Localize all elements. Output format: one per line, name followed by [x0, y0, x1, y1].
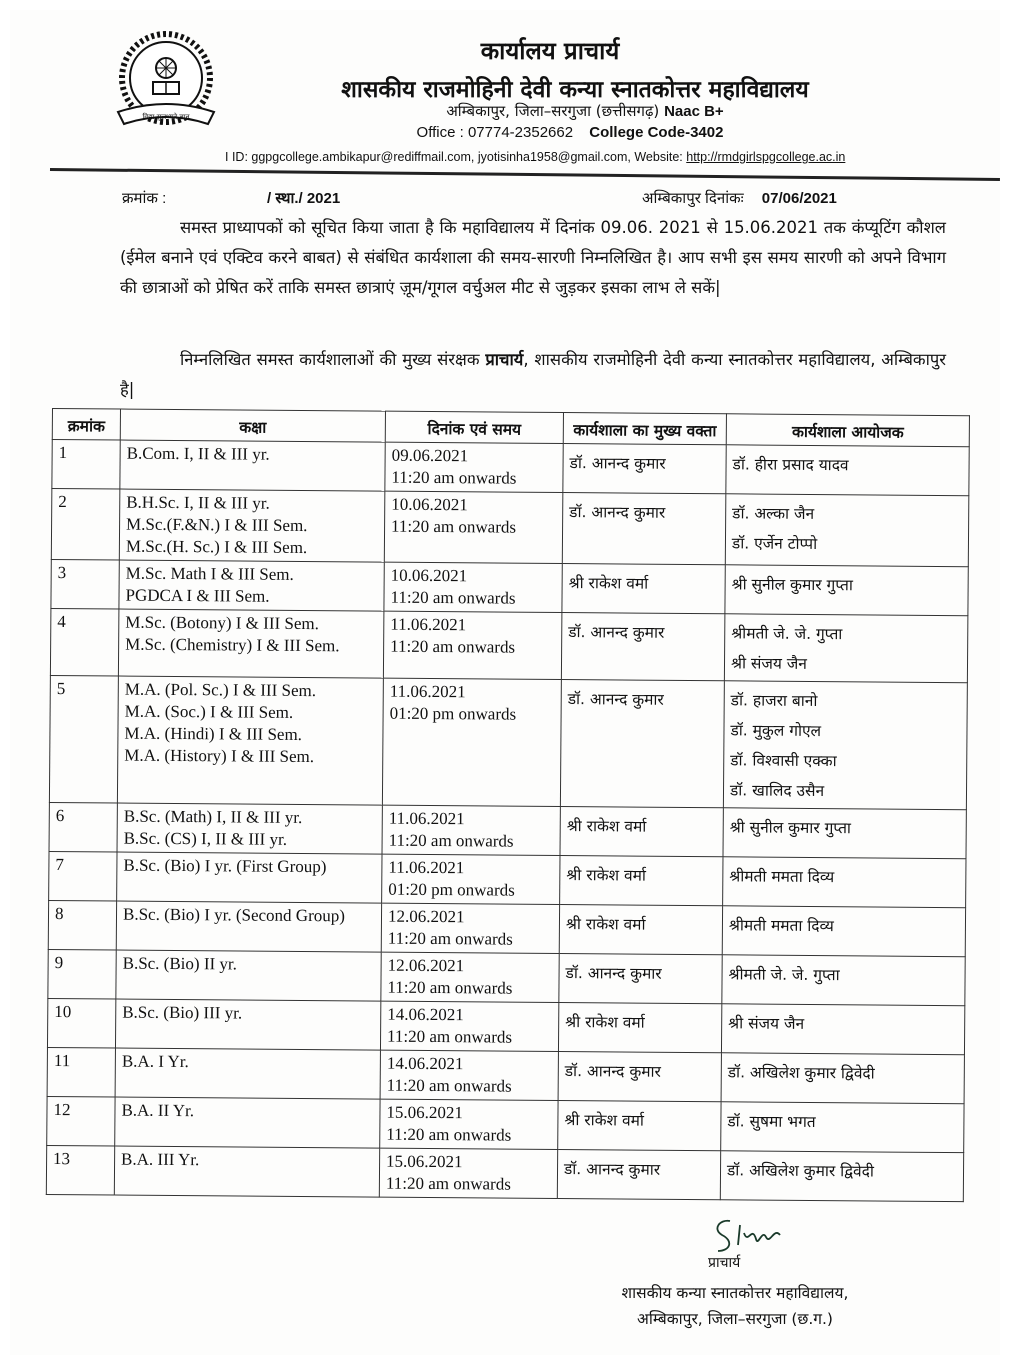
header-speaker: कार्यशाला का मुख्य वक्ता	[563, 413, 726, 445]
row-class-line: B.Com. I, II & III yr.	[126, 443, 270, 464]
row-speaker-line: डॉ. आनन्द कुमार	[565, 964, 662, 983]
college-seal-logo	[110, 30, 222, 130]
row-datetime	[380, 1050, 558, 1100]
row-organisers-line: डॉ. एर्जेन टोप्पो	[731, 534, 818, 554]
row-class	[118, 609, 384, 678]
reference-number: / स्था./ 2021	[267, 190, 341, 207]
row-datetime	[379, 1148, 557, 1198]
row-speaker-line: श्री राकेश वर्मा	[564, 1111, 645, 1130]
row-class-line: B.Sc. (Bio) III yr.	[122, 1002, 243, 1023]
website-link[interactable]: http://rmdgirlspgcollege.ac.in	[686, 150, 846, 164]
row-class-line: B.Sc. (Math) I, II & III yr.	[123, 806, 303, 827]
row-organisers	[721, 1004, 964, 1055]
row-speaker	[559, 954, 722, 1004]
row-organisers	[721, 1102, 964, 1153]
notice-paragraph-1: समस्त प्राध्यापकों को सूचित किया जाता है कि महाविद्यालय में दिनांक 09.06. 2021 से 15.06.2021 तक कंप्यूटिंग कौशल (ईमेल बनाने एवं एक्टिव करने बाबत) से संबंधित कार्यशाला की समय-सारणी निम्नलिखित है। आप सभी इस समय सारणी को अपने विभाग की छात्राओं को प्रेषित करें ताकि समस्त छात्राएं ज़ूम/गूगल वर्चुअल मीट से जुड़कर इसका लाभ ले सकें|	[120, 218, 946, 297]
row-speaker	[558, 1100, 721, 1150]
row-datetime-line: 15.06.2021	[386, 1102, 464, 1123]
row-datetime-line: 11:20 am onwards	[387, 977, 513, 998]
row-speaker	[562, 564, 725, 614]
college-code: College Code-3402	[589, 124, 724, 141]
row-class	[117, 852, 382, 903]
row-organisers-line: डॉ. विश्वासी एक्का	[730, 751, 837, 771]
row-sn	[48, 949, 116, 999]
row-datetime-line: 10.06.2021	[391, 494, 468, 515]
row-class-line: B.A. II Yr.	[121, 1100, 195, 1121]
row-sn	[52, 440, 120, 490]
row-class-line: B.A. I Yr.	[121, 1051, 189, 1072]
row-class-line: B.H.Sc. I, II & III yr.	[126, 492, 270, 513]
row-sn	[51, 559, 119, 609]
row-datetime-line: 11:20 am onwards	[390, 587, 516, 608]
row-class	[115, 1048, 380, 1099]
row-organisers-line: श्री सुनील कुमार गुप्ता	[729, 818, 852, 838]
header-class: कक्षा	[120, 409, 385, 442]
row-sn	[50, 608, 119, 676]
row-sn	[49, 802, 117, 852]
row-datetime-line: 11:20 am onwards	[386, 1075, 512, 1096]
row-organisers	[723, 857, 966, 908]
row-class	[117, 676, 383, 805]
row-speaker-line: श्री राकेश वर्मा	[566, 817, 647, 836]
table-row	[47, 998, 964, 1054]
kramank-label: क्रमांक :	[122, 190, 167, 207]
row-sn-line: 1	[58, 443, 68, 463]
row-class	[120, 440, 385, 491]
row-datetime	[380, 1001, 558, 1051]
row-speaker	[563, 444, 726, 494]
row-speaker	[560, 807, 723, 857]
row-sn	[49, 851, 117, 901]
row-datetime-line: 09.06.2021	[391, 445, 469, 466]
header-datetime: दिनांक एवं समय	[385, 411, 563, 443]
row-datetime-line: 12.06.2021	[387, 955, 465, 976]
row-datetime	[384, 491, 563, 563]
row-class-line: M.Sc.(F.&N.) I & III Sem.	[126, 514, 308, 536]
row-sn-line: 9	[54, 953, 64, 973]
email-text: I ID: ggpgcollege.ambikapur@rediffmail.com, jyotisinha1958@gmail.com, Website:	[225, 150, 687, 164]
row-datetime-line: 11:20 am onwards	[388, 830, 514, 851]
row-speaker-line: डॉ. आनन्द कुमार	[564, 1062, 661, 1081]
row-speaker-line: डॉ. आनन्द कुमार	[569, 503, 666, 522]
address-text: अम्बिकापुर, जिला–सरगुजा (छत्तीसगढ़)	[446, 102, 660, 120]
table-row	[51, 489, 969, 567]
email-line	[225, 150, 945, 164]
row-class-line: B.Sc. (Bio) II yr.	[122, 953, 237, 974]
row-sn-line: 12	[53, 1100, 71, 1120]
table-row	[49, 851, 966, 907]
row-datetime-line: 01:20 pm onwards	[388, 879, 515, 900]
row-datetime-line: 11:20 am onwards	[390, 636, 516, 657]
row-class-line: M.A. (Soc.) I & III Sem.	[124, 701, 294, 722]
row-datetime	[384, 562, 562, 612]
date-block	[642, 188, 837, 208]
row-datetime-line: 11:20 am onwards	[385, 1173, 511, 1194]
notice-paragraph-2	[120, 345, 946, 405]
row-organisers	[722, 906, 965, 957]
row-datetime	[383, 611, 562, 679]
table-row	[48, 949, 965, 1005]
row-sn-line: 7	[55, 855, 64, 875]
row-class-line: M.Sc.(H. Sc.) I & III Sem.	[125, 536, 308, 558]
row-organisers-line: डॉ. सुषमा भगत	[727, 1112, 816, 1132]
row-organisers-line: डॉ. अखिलेश कुमार द्विवेदी	[727, 1063, 875, 1083]
row-sn-line: 11	[53, 1051, 71, 1071]
row-class-line: M.Sc. Math I & III Sem.	[125, 563, 294, 584]
row-class	[117, 803, 382, 854]
row-sn	[48, 900, 116, 950]
row-class-line: M.Sc. (Chemistry) I & III Sem.	[125, 634, 340, 656]
row-class-line: PGDCA I & III Sem.	[125, 585, 270, 606]
row-organisers	[724, 614, 968, 683]
row-class-line: M.A. (Pol. Sc.) I & III Sem.	[124, 679, 317, 701]
row-datetime	[385, 442, 563, 492]
row-class-line: B.Sc. (CS) I, II & III yr.	[123, 828, 288, 849]
row-organisers-line: डॉ. हाजरा बानो	[730, 691, 818, 711]
row-datetime-line: 11.06.2021	[389, 681, 466, 702]
table-row	[50, 608, 967, 682]
row-organisers	[723, 681, 967, 810]
row-datetime-line: 11.06.2021	[388, 808, 465, 829]
row-datetime	[381, 903, 559, 953]
row-class	[116, 950, 381, 1001]
row-organisers-line: श्री सुनील कुमार गुप्ता	[731, 575, 853, 595]
row-organisers	[722, 955, 965, 1006]
row-sn	[51, 489, 120, 561]
table-row	[48, 900, 965, 956]
row-speaker	[560, 680, 724, 808]
row-class-line: B.Sc. (Bio) I yr. (First Group)	[123, 855, 327, 877]
signatory-address	[570, 1280, 900, 1332]
row-class	[114, 1146, 379, 1197]
workshop-schedule-table	[46, 408, 970, 1202]
row-datetime-line: 11:20 am onwards	[386, 1124, 512, 1145]
row-sn-line: 8	[54, 904, 64, 924]
row-sn	[49, 675, 118, 803]
row-sn-line: 2	[58, 492, 67, 512]
row-datetime-line: 14.06.2021	[387, 1004, 464, 1025]
row-class-line: M.A. (History) I & III Sem.	[124, 745, 315, 767]
row-datetime-line: 15.06.2021	[386, 1151, 463, 1172]
row-speaker-line: श्री राकेश वर्मा	[565, 1013, 645, 1032]
issue-date: 07/06/2021	[761, 190, 837, 207]
row-speaker	[557, 1149, 720, 1199]
row-speaker-line: श्री राकेश वर्मा	[566, 866, 646, 885]
row-datetime-line: 01:20 pm onwards	[389, 703, 517, 724]
row-sn-line: 5	[56, 679, 66, 699]
row-organisers	[721, 1053, 964, 1104]
date-label: अम्बिकापुर दिनांकः	[642, 190, 744, 207]
office-heading: कार्यालय प्राचार्य	[480, 37, 620, 65]
footer-line-2: अम्बिकापुर, जिला–सरगुजा (छ.ग.)	[637, 1310, 833, 1328]
row-class	[116, 901, 381, 952]
row-class-line: B.A. III Yr.	[121, 1149, 200, 1170]
row-speaker	[560, 856, 723, 906]
row-sn-line: 6	[55, 806, 65, 826]
table-row	[52, 440, 969, 496]
row-organisers-line: श्रीमती ममता दिव्य	[729, 867, 835, 887]
row-datetime	[382, 678, 561, 806]
row-class	[119, 560, 384, 611]
document-page	[10, 10, 1000, 1355]
table-row	[51, 559, 968, 615]
row-organisers-line: श्रीमती जे. जे. गुप्ता	[728, 965, 840, 985]
row-datetime-line: 11:20 am onwards	[391, 467, 517, 488]
row-datetime-line: 11:20 am onwards	[391, 516, 517, 537]
row-datetime-line: 11.06.2021	[390, 614, 467, 635]
row-sn-line: 13	[53, 1149, 71, 1169]
table-row	[46, 1145, 963, 1201]
row-sn	[47, 998, 115, 1048]
row-speaker-line: श्री राकेश वर्मा	[568, 574, 649, 593]
row-organisers-line: डॉ. अखिलेश कुमार द्विवेदी	[726, 1161, 875, 1181]
row-datetime-line: 11:20 am onwards	[387, 928, 513, 949]
row-organisers	[723, 808, 966, 859]
table-row	[47, 1047, 964, 1103]
row-speaker-line: डॉ. आनन्द कुमार	[568, 623, 665, 642]
row-datetime-line: 14.06.2021	[386, 1053, 464, 1074]
naac-grade: Naac B+	[664, 103, 724, 120]
row-class	[115, 1097, 380, 1148]
signatory-title: प्राचार्य	[708, 1255, 741, 1271]
footer-line-1: शासकीय कन्या स्नातकोत्तर महाविद्यालय,	[621, 1284, 849, 1302]
header-sn: क्रमांक	[52, 409, 120, 441]
row-organisers-line: श्री संजय जैन	[730, 654, 808, 673]
header-organiser: कार्यशाला आयोजक	[726, 414, 969, 447]
row-datetime-line: 11:20 am onwards	[387, 1026, 513, 1047]
row-class-line: M.Sc. (Botony) I & III Sem.	[125, 612, 319, 634]
row-datetime	[382, 854, 560, 904]
row-class	[119, 489, 385, 562]
row-sn	[47, 1047, 115, 1097]
row-class-line: M.A. (Hindi) I & III Sem.	[124, 723, 303, 744]
row-sn-line: 10	[54, 1002, 72, 1022]
row-speaker	[559, 905, 722, 955]
row-datetime	[380, 1099, 558, 1149]
row-organisers-line: डॉ. मुकुल गोएल	[730, 721, 822, 741]
para2-pre: निम्नलिखित समस्त कार्यशालाओं की मुख्य संरक्षक	[180, 350, 486, 369]
row-organisers	[720, 1151, 963, 1202]
row-organisers-line: श्री संजय जैन	[728, 1014, 805, 1033]
row-speaker	[562, 493, 726, 565]
row-sn-line: 3	[57, 563, 67, 583]
college-address	[370, 101, 800, 121]
row-organisers-line: डॉ. अल्का जैन	[732, 504, 815, 523]
row-organisers-line: डॉ. हीरा प्रसाद यादव	[732, 455, 849, 475]
row-organisers-line: श्रीमती ममता दिव्य	[728, 916, 834, 936]
office-phone: Office : 07774-2352662	[416, 124, 574, 141]
row-speaker-line: डॉ. आनन्द कुमार	[567, 690, 664, 709]
table-row	[49, 802, 966, 858]
row-sn-line: 4	[57, 612, 66, 632]
row-sn	[47, 1096, 115, 1146]
row-organisers-line: डॉ. खालिद उसैन	[729, 781, 825, 801]
row-datetime-line: 12.06.2021	[387, 906, 465, 927]
row-organisers-line: श्रीमती जे. जे. गुप्ता	[731, 624, 843, 644]
svg-text:विद्या सुलभ्यते ज्ञान: विद्या सुलभ्यते ज्ञान	[142, 113, 190, 121]
row-datetime	[382, 805, 560, 855]
row-organisers	[725, 565, 968, 616]
row-speaker-line: डॉ. आनन्द कुमार	[563, 1160, 661, 1179]
table-body	[46, 440, 969, 1202]
row-organisers	[725, 494, 969, 567]
table-row	[47, 1096, 964, 1152]
row-speaker	[558, 1002, 721, 1052]
para2-post: , शासकीय राजमोहिनी देवी कन्या स्नातकोत्तर महाविद्यालय, अम्बिकापुर है|	[120, 350, 947, 399]
row-speaker-line: श्री राकेश वर्मा	[565, 915, 646, 934]
row-class-line: B.Sc. (Bio) I yr. (Second Group)	[122, 904, 346, 926]
table-row	[49, 675, 967, 809]
header-divider	[50, 168, 1000, 181]
row-organisers	[726, 445, 969, 496]
row-speaker	[558, 1051, 721, 1101]
row-class	[115, 999, 380, 1050]
para2-bold: प्राचार्य	[485, 350, 524, 369]
contact-line	[380, 124, 760, 141]
row-speaker	[561, 613, 725, 681]
row-datetime	[381, 952, 559, 1002]
row-datetime-line: 10.06.2021	[390, 565, 468, 586]
row-sn	[46, 1145, 114, 1195]
row-datetime-line: 11.06.2021	[388, 857, 465, 878]
row-speaker-line: डॉ. आनन्द कुमार	[569, 454, 666, 473]
college-name: शासकीय राजमोहिनी देवी कन्या स्नातकोत्तर महाविद्यालय	[341, 77, 809, 103]
